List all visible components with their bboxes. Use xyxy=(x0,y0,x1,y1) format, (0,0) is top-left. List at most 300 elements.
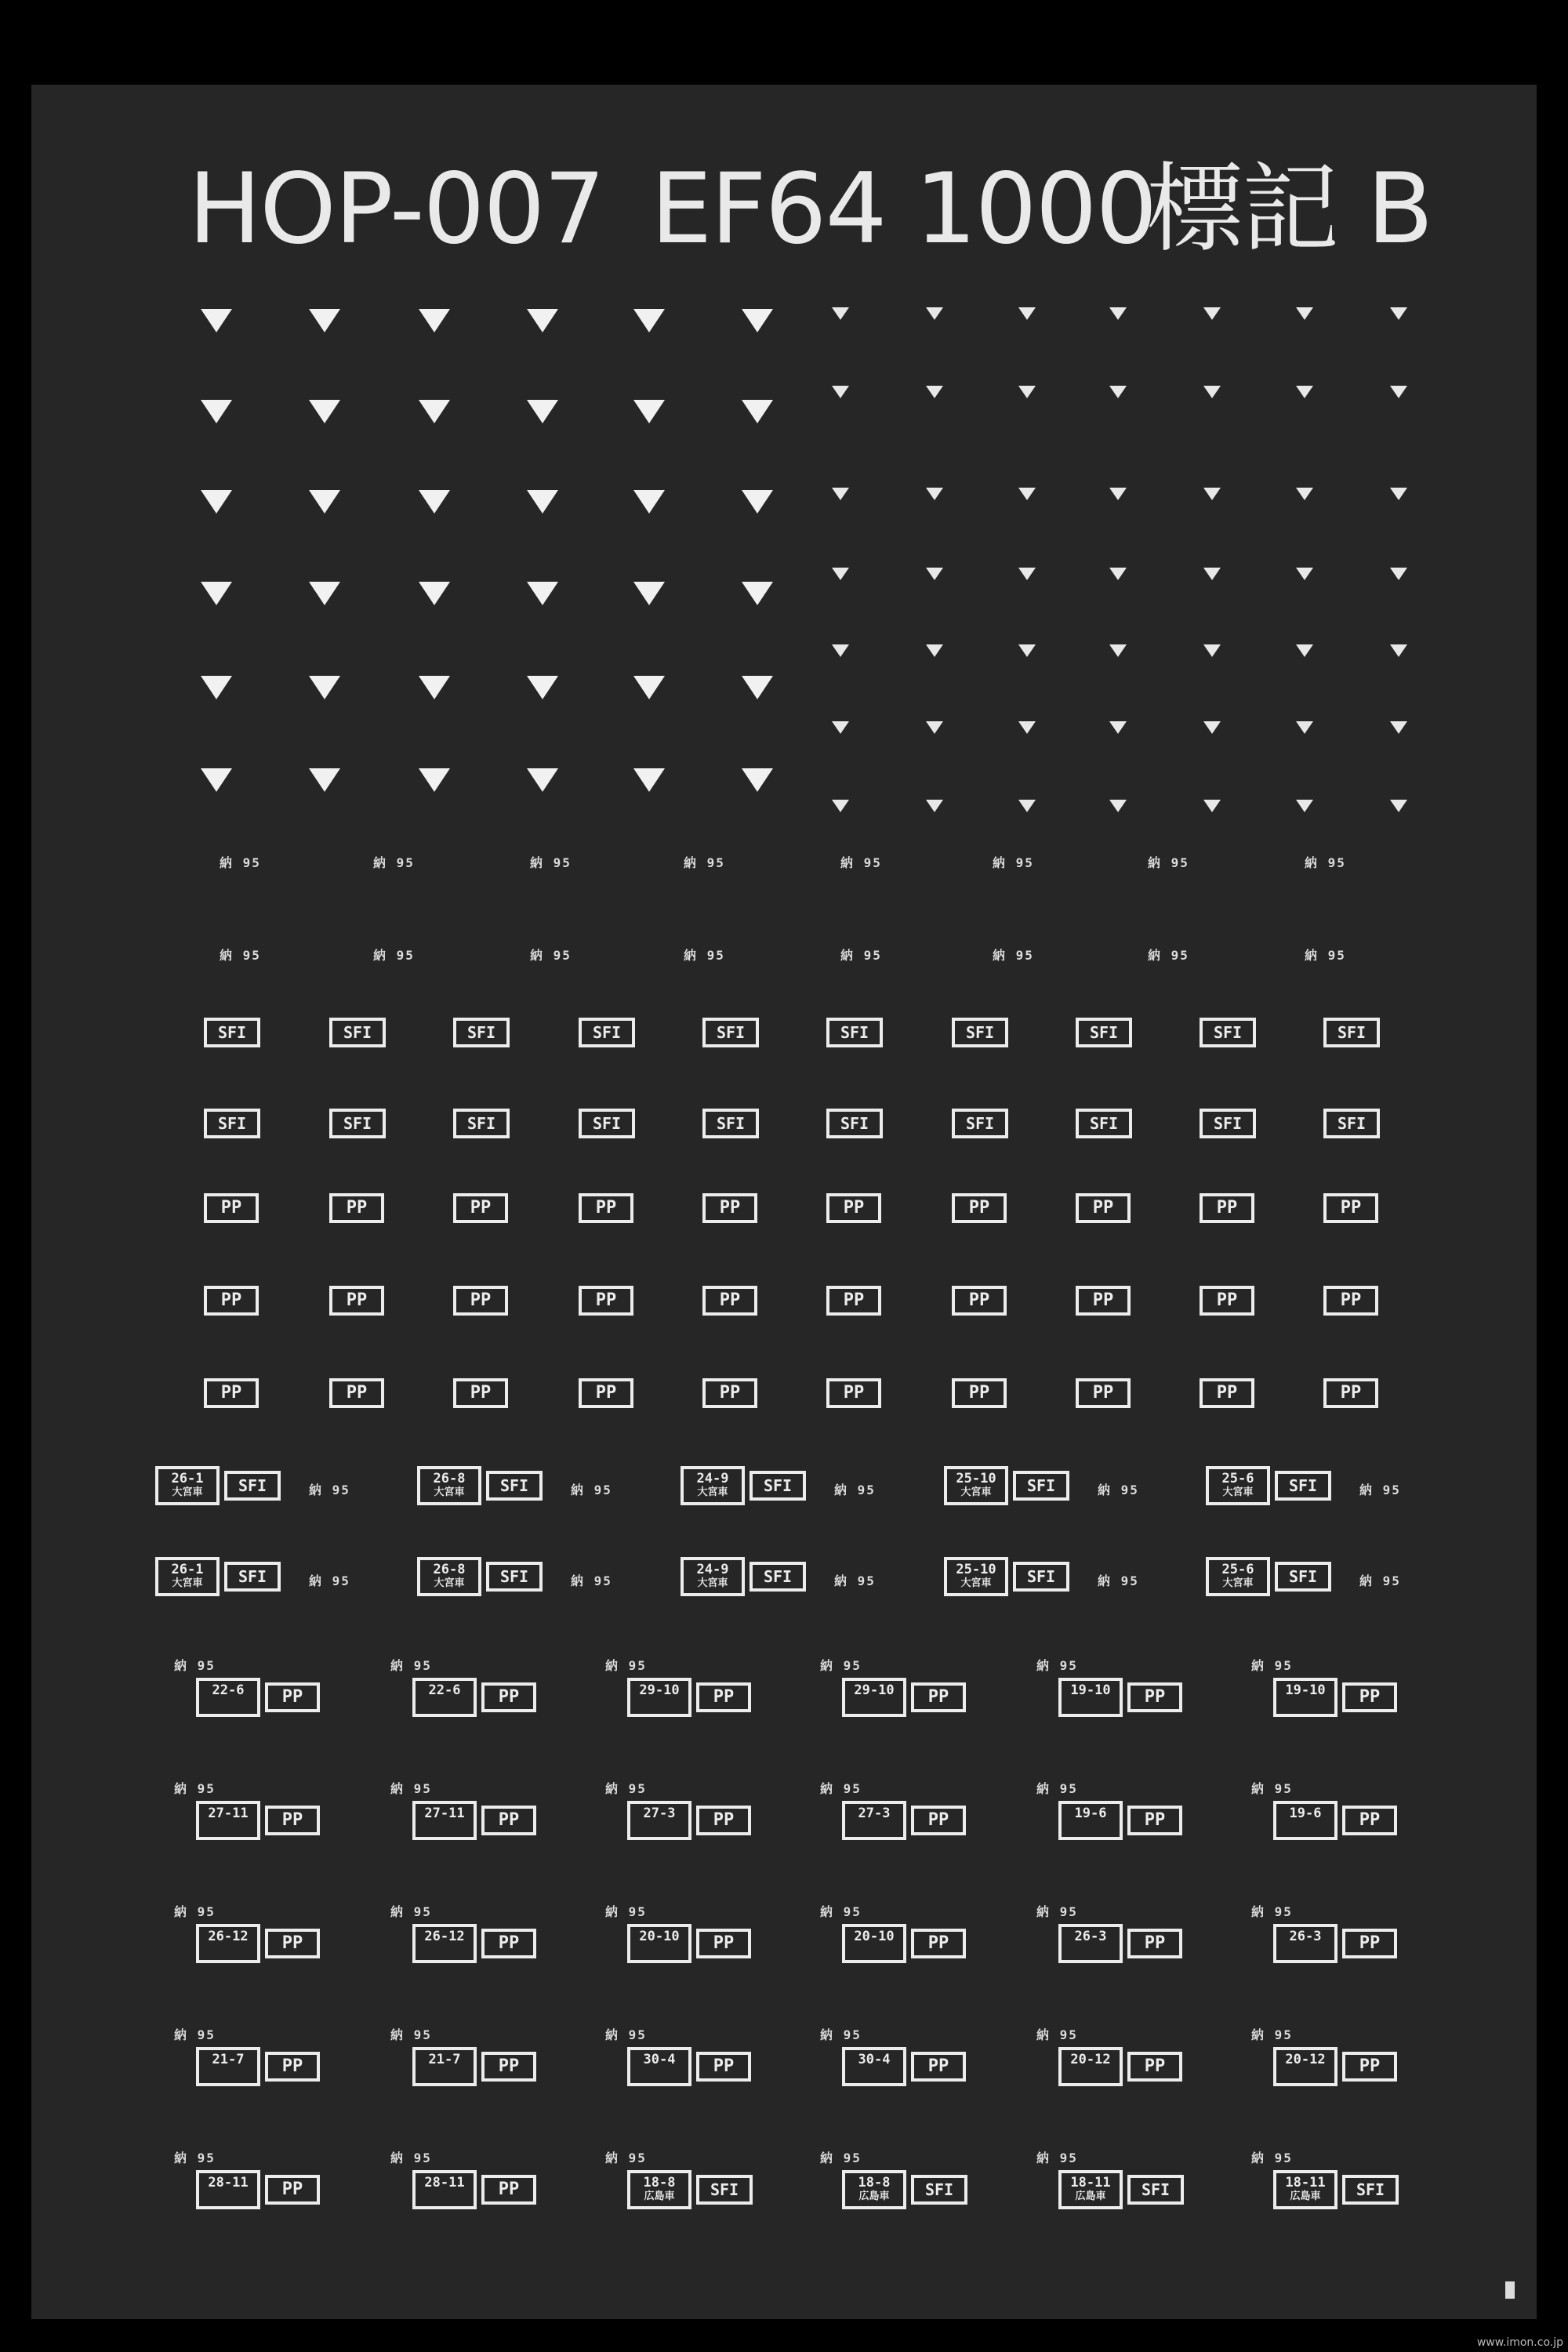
date-text: 19-10 xyxy=(1070,1682,1111,1698)
date-label xyxy=(1273,2047,1338,2086)
date-label xyxy=(412,2047,477,2086)
small-tag: 納 95 xyxy=(684,855,725,870)
small-tag: 納 95 xyxy=(174,2151,216,2165)
small-tag: 納 95 xyxy=(820,1658,862,1673)
large-triangle-mark xyxy=(527,768,558,792)
pp-label: PP xyxy=(696,1682,751,1712)
depot-text: 広島車 xyxy=(858,2190,890,2202)
depot-date-label xyxy=(1206,1557,1270,1596)
small-tag: 納 95 xyxy=(605,1781,647,1796)
depot-date-label xyxy=(155,1466,220,1505)
pp-label: PP xyxy=(826,1378,881,1408)
pp-label: PP xyxy=(265,2175,320,2205)
small-triangle-mark xyxy=(926,721,943,734)
depot-text: 広島車 xyxy=(1075,2190,1106,2202)
depot-date-label xyxy=(681,1557,745,1596)
date-text: 27-11 xyxy=(424,1806,465,1821)
pp-label: PP xyxy=(265,1806,320,1835)
small-tag: 納 95 xyxy=(1036,1658,1078,1673)
small-tag: 納 95 xyxy=(840,948,882,963)
large-triangle-mark xyxy=(742,768,773,792)
large-triangle-mark xyxy=(633,309,665,332)
date-text: 20-10 xyxy=(639,1929,680,1944)
sfi-label: SFI xyxy=(329,1018,386,1047)
large-triangle-mark xyxy=(527,676,558,699)
small-triangle-mark xyxy=(1390,644,1407,657)
sfi-label: SFI xyxy=(1323,1109,1380,1138)
depot-text: 大宮車 xyxy=(960,1486,992,1498)
sfi-label: SFI xyxy=(826,1109,883,1138)
date-label xyxy=(627,2047,691,2086)
depot-date-label xyxy=(944,1557,1008,1596)
small-triangle-mark xyxy=(832,721,849,734)
large-triangle-mark xyxy=(633,768,665,792)
depot-date-label xyxy=(155,1557,220,1596)
small-tag: 納 95 xyxy=(390,1904,432,1919)
date-text: 19-6 xyxy=(1074,1806,1107,1821)
sfi-label: SFI xyxy=(1076,1018,1132,1047)
pp-label: PP xyxy=(1076,1378,1131,1408)
sfi-label: SFI xyxy=(826,1018,883,1047)
pp-label: PP xyxy=(453,1286,508,1316)
large-triangle-mark xyxy=(742,490,773,514)
small-tag: 納 95 xyxy=(174,1781,216,1796)
date-label xyxy=(412,1924,477,1963)
date-label xyxy=(1058,2047,1123,2086)
small-triangle-mark xyxy=(1203,644,1221,657)
pp-label: PP xyxy=(911,1682,966,1712)
large-triangle-mark xyxy=(309,582,340,605)
small-tag: 納 95 xyxy=(1251,1658,1293,1673)
date-text: 27-3 xyxy=(643,1806,676,1821)
date-text: 20-12 xyxy=(1070,2052,1111,2067)
pp-label: PP xyxy=(481,1929,536,1958)
small-triangle-mark xyxy=(1203,568,1221,580)
date-text: 25-6 xyxy=(1221,1562,1254,1577)
pp-label: PP xyxy=(481,2052,536,2082)
date-label xyxy=(1058,1924,1123,1963)
date-text: 27-11 xyxy=(208,1806,249,1821)
pp-label: PP xyxy=(204,1286,259,1316)
small-triangle-mark xyxy=(1109,307,1127,320)
pp-label: PP xyxy=(1127,1929,1182,1958)
sfi-label: SFI xyxy=(486,1471,543,1501)
large-triangle-mark xyxy=(309,309,340,332)
small-triangle-mark xyxy=(1296,800,1313,812)
date-label xyxy=(1058,1801,1123,1840)
pp-label: PP xyxy=(696,1806,751,1835)
date-label xyxy=(842,2047,906,2086)
sfi-label: SFI xyxy=(453,1018,510,1047)
large-triangle-mark xyxy=(201,490,232,514)
small-tag: 納 95 xyxy=(174,1658,216,1673)
date-text: 21-7 xyxy=(212,2052,245,2067)
sfi-label: SFI xyxy=(224,1471,281,1501)
small-triangle-mark xyxy=(1296,644,1313,657)
sfi-label: SFI xyxy=(1200,1109,1256,1138)
small-triangle-mark xyxy=(1109,800,1127,812)
depot-date-label xyxy=(417,1557,481,1596)
small-triangle-mark xyxy=(832,307,849,320)
sfi-label: SFI xyxy=(204,1109,260,1138)
sfi-label: SFI xyxy=(1200,1018,1256,1047)
small-tag: 納 95 xyxy=(1036,2151,1078,2165)
small-tag: 納 95 xyxy=(1251,1904,1293,1919)
date-label xyxy=(196,2170,260,2209)
sfi-label: SFI xyxy=(204,1018,260,1047)
small-triangle-mark xyxy=(1018,721,1036,734)
pp-label: PP xyxy=(826,1193,881,1223)
small-triangle-mark xyxy=(832,644,849,657)
small-tag: 納 95 xyxy=(820,1781,862,1796)
small-tag: 納 95 xyxy=(1251,2151,1293,2165)
date-label xyxy=(842,1678,906,1717)
small-triangle-mark xyxy=(926,644,943,657)
depot-text: 大宮車 xyxy=(1222,1486,1254,1498)
date-label xyxy=(1273,2170,1338,2209)
date-label xyxy=(1273,1924,1338,1963)
date-text: 27-3 xyxy=(858,1806,891,1821)
small-triangle-mark xyxy=(1390,488,1407,500)
small-triangle-mark xyxy=(1203,307,1221,320)
small-tag: 納 95 xyxy=(1251,2027,1293,2042)
small-tag: 納 95 xyxy=(834,1483,876,1497)
small-tag: 納 95 xyxy=(820,2027,862,2042)
date-label xyxy=(196,2047,260,2086)
sfi-label: SFI xyxy=(1013,1562,1069,1592)
date-text: 30-4 xyxy=(643,2052,676,2067)
pp-label: PP xyxy=(702,1193,757,1223)
pp-label: PP xyxy=(1323,1378,1378,1408)
pp-label: PP xyxy=(1076,1286,1131,1316)
pp-label: PP xyxy=(204,1378,259,1408)
large-triangle-mark xyxy=(201,309,232,332)
small-tag: 納 95 xyxy=(373,948,415,963)
small-triangle-mark xyxy=(1390,800,1407,812)
pp-label: PP xyxy=(826,1286,881,1316)
small-tag: 納 95 xyxy=(1359,1573,1401,1588)
small-tag: 納 95 xyxy=(820,1904,862,1919)
small-tag: 納 95 xyxy=(605,2027,647,2042)
date-text: 28-11 xyxy=(208,2175,249,2190)
small-tag: 納 95 xyxy=(834,1573,876,1588)
date-text: 26-1 xyxy=(171,1471,204,1486)
title-label: 標記 B xyxy=(1146,153,1432,266)
small-tag: 納 95 xyxy=(390,2151,432,2165)
depot-date-label xyxy=(1206,1466,1270,1505)
date-label xyxy=(412,2170,477,2209)
date-label xyxy=(627,1678,691,1717)
small-triangle-mark xyxy=(926,488,943,500)
large-triangle-mark xyxy=(309,768,340,792)
large-triangle-mark xyxy=(309,400,340,423)
pp-label: PP xyxy=(1127,1806,1182,1835)
small-triangle-mark xyxy=(832,800,849,812)
pp-label: PP xyxy=(1342,1682,1397,1712)
pp-label: PP xyxy=(1342,1929,1397,1958)
pp-label: PP xyxy=(952,1193,1007,1223)
pp-label: PP xyxy=(1127,1682,1182,1712)
date-text: 25-10 xyxy=(956,1562,996,1577)
small-tag: 納 95 xyxy=(390,1658,432,1673)
large-triangle-mark xyxy=(742,309,773,332)
sfi-label: SFI xyxy=(952,1109,1008,1138)
large-triangle-mark xyxy=(742,676,773,699)
pp-label: PP xyxy=(911,1806,966,1835)
small-tag: 納 95 xyxy=(1251,1781,1293,1796)
pp-label: PP xyxy=(1200,1378,1254,1408)
small-triangle-mark xyxy=(1109,644,1127,657)
large-triangle-mark xyxy=(419,400,450,423)
small-triangle-mark xyxy=(1018,568,1036,580)
date-text: 22-6 xyxy=(212,1682,245,1698)
pp-label: PP xyxy=(329,1286,384,1316)
pp-label: PP xyxy=(1127,2052,1182,2082)
large-triangle-mark xyxy=(633,400,665,423)
large-triangle-mark xyxy=(419,309,450,332)
small-triangle-mark xyxy=(1203,386,1221,398)
sfi-label: SFI xyxy=(750,1471,806,1501)
depot-text: 大宮車 xyxy=(960,1577,992,1589)
large-triangle-mark xyxy=(527,582,558,605)
date-label xyxy=(1058,1678,1123,1717)
pp-label: PP xyxy=(911,1929,966,1958)
small-triangle-mark xyxy=(926,307,943,320)
large-triangle-mark xyxy=(419,676,450,699)
date-text: 18-11 xyxy=(1070,2175,1111,2190)
small-triangle-mark xyxy=(1296,307,1313,320)
pp-label: PP xyxy=(1200,1286,1254,1316)
small-triangle-mark xyxy=(926,386,943,398)
pp-label: PP xyxy=(952,1286,1007,1316)
pp-label: PP xyxy=(329,1193,384,1223)
depot-text: 大宮車 xyxy=(697,1486,728,1498)
large-triangle-mark xyxy=(527,400,558,423)
date-text: 21-7 xyxy=(428,2052,461,2067)
small-tag: 納 95 xyxy=(174,2027,216,2042)
depot-text: 大宮車 xyxy=(434,1577,465,1589)
large-triangle-mark xyxy=(419,768,450,792)
small-tag: 納 95 xyxy=(530,948,572,963)
small-tag: 納 95 xyxy=(684,948,725,963)
large-triangle-mark xyxy=(201,400,232,423)
small-triangle-mark xyxy=(1203,488,1221,500)
pp-label: PP xyxy=(1342,1806,1397,1835)
date-text: 24-9 xyxy=(696,1471,729,1486)
title-model: EF64 1000 xyxy=(651,153,1156,266)
date-label xyxy=(412,1678,477,1717)
small-tag: 納 95 xyxy=(220,855,261,870)
pp-label: PP xyxy=(696,1929,751,1958)
small-triangle-mark xyxy=(926,568,943,580)
small-tag: 納 95 xyxy=(1036,1904,1078,1919)
large-triangle-mark xyxy=(201,768,232,792)
small-tag: 納 95 xyxy=(530,855,572,870)
small-triangle-mark xyxy=(1390,307,1407,320)
date-text: 19-6 xyxy=(1289,1806,1322,1821)
small-triangle-mark xyxy=(832,488,849,500)
pp-label: PP xyxy=(1076,1193,1131,1223)
small-tag: 納 95 xyxy=(1305,855,1346,870)
title-code: HOP-007 xyxy=(188,153,604,266)
depot-date-label xyxy=(417,1466,481,1505)
sheet-notch xyxy=(1505,2281,1515,2299)
date-text: 26-8 xyxy=(433,1562,466,1577)
small-triangle-mark xyxy=(1109,488,1127,500)
small-tag: 納 95 xyxy=(605,1904,647,1919)
pp-label: PP xyxy=(481,1806,536,1835)
small-tag: 納 95 xyxy=(1148,948,1189,963)
small-tag: 納 95 xyxy=(220,948,261,963)
small-tag: 納 95 xyxy=(571,1573,612,1588)
small-triangle-mark xyxy=(1203,800,1221,812)
small-triangle-mark xyxy=(926,800,943,812)
depot-date-label xyxy=(681,1466,745,1505)
date-text: 26-12 xyxy=(208,1929,249,1944)
sfi-label: SFI xyxy=(579,1018,635,1047)
small-triangle-mark xyxy=(1018,800,1036,812)
date-text: 26-8 xyxy=(433,1471,466,1486)
small-triangle-mark xyxy=(1390,568,1407,580)
date-text: 29-10 xyxy=(639,1682,680,1698)
date-label xyxy=(842,2170,906,2209)
depot-date-label xyxy=(944,1466,1008,1505)
small-triangle-mark xyxy=(1203,721,1221,734)
date-text: 26-3 xyxy=(1289,1929,1322,1944)
sfi-label: SFI xyxy=(1275,1471,1331,1501)
pp-label: PP xyxy=(265,1929,320,1958)
depot-text: 大宮車 xyxy=(172,1577,203,1589)
depot-text: 大宮車 xyxy=(1222,1577,1254,1589)
large-triangle-mark xyxy=(309,676,340,699)
small-tag: 納 95 xyxy=(605,2151,647,2165)
large-triangle-mark xyxy=(633,582,665,605)
small-tag: 納 95 xyxy=(1098,1483,1139,1497)
date-text: 18-11 xyxy=(1285,2175,1326,2190)
pp-label: PP xyxy=(265,2052,320,2082)
large-triangle-mark xyxy=(633,490,665,514)
small-tag: 納 95 xyxy=(820,2151,862,2165)
date-text: 26-12 xyxy=(424,1929,465,1944)
date-label xyxy=(627,1924,691,1963)
pp-label: PP xyxy=(481,1682,536,1712)
small-triangle-mark xyxy=(1390,386,1407,398)
small-tag: 納 95 xyxy=(605,1658,647,1673)
large-triangle-mark xyxy=(309,490,340,514)
small-tag: 納 95 xyxy=(1098,1573,1139,1588)
date-text: 29-10 xyxy=(854,1682,895,1698)
small-triangle-mark xyxy=(1018,644,1036,657)
depot-text: 大宮車 xyxy=(172,1486,203,1498)
sfi-label: SFI xyxy=(329,1109,386,1138)
pp-label: PP xyxy=(204,1193,259,1223)
small-tag: 納 95 xyxy=(571,1483,612,1497)
small-tag: 納 95 xyxy=(1305,948,1346,963)
small-tag: 納 95 xyxy=(993,855,1034,870)
date-text: 20-10 xyxy=(854,1929,895,1944)
small-tag: 納 95 xyxy=(1036,2027,1078,2042)
sfi-label: SFI xyxy=(1013,1471,1069,1501)
date-text: 25-10 xyxy=(956,1471,996,1486)
sfi-label: SFI xyxy=(224,1562,281,1592)
sfi-label: SFI xyxy=(696,2175,753,2205)
date-text: 18-8 xyxy=(643,2175,676,2190)
pp-label: PP xyxy=(579,1193,633,1223)
date-label xyxy=(196,1801,260,1840)
pp-label: PP xyxy=(265,1682,320,1712)
date-text: 20-12 xyxy=(1285,2052,1326,2067)
date-label xyxy=(196,1678,260,1717)
pp-label: PP xyxy=(702,1286,757,1316)
sfi-label: SFI xyxy=(952,1018,1008,1047)
date-text: 25-6 xyxy=(1221,1471,1254,1486)
small-tag: 納 95 xyxy=(1036,1781,1078,1796)
small-triangle-mark xyxy=(1390,721,1407,734)
date-label xyxy=(627,2170,691,2209)
pp-label: PP xyxy=(702,1378,757,1408)
small-tag: 納 95 xyxy=(390,1781,432,1796)
small-tag: 納 95 xyxy=(309,1573,350,1588)
pp-label: PP xyxy=(579,1378,633,1408)
date-text: 19-10 xyxy=(1285,1682,1326,1698)
sfi-label: SFI xyxy=(486,1562,543,1592)
date-label xyxy=(412,1801,477,1840)
large-triangle-mark xyxy=(527,490,558,514)
sfi-label: SFI xyxy=(453,1109,510,1138)
depot-text: 広島車 xyxy=(1290,2190,1321,2202)
large-triangle-mark xyxy=(633,676,665,699)
date-label xyxy=(842,1801,906,1840)
pp-label: PP xyxy=(1342,2052,1397,2082)
sfi-label: SFI xyxy=(911,2175,967,2205)
small-triangle-mark xyxy=(1109,721,1127,734)
date-text: 28-11 xyxy=(424,2175,465,2190)
small-triangle-mark xyxy=(1018,488,1036,500)
large-triangle-mark xyxy=(419,490,450,514)
pp-label: PP xyxy=(1323,1193,1378,1223)
date-text: 22-6 xyxy=(428,1682,461,1698)
large-triangle-mark xyxy=(742,582,773,605)
pp-label: PP xyxy=(453,1193,508,1223)
date-label xyxy=(196,1924,260,1963)
small-triangle-mark xyxy=(832,568,849,580)
date-text: 26-3 xyxy=(1074,1929,1107,1944)
pp-label: PP xyxy=(911,2052,966,2082)
date-text: 18-8 xyxy=(858,2175,891,2190)
sfi-label: SFI xyxy=(1275,1562,1331,1592)
pp-label: PP xyxy=(1323,1286,1378,1316)
sfi-label: SFI xyxy=(579,1109,635,1138)
small-triangle-mark xyxy=(1296,568,1313,580)
small-triangle-mark xyxy=(1296,386,1313,398)
sfi-label: SFI xyxy=(702,1018,759,1047)
small-triangle-mark xyxy=(832,386,849,398)
date-text: 30-4 xyxy=(858,2052,891,2067)
pp-label: PP xyxy=(952,1378,1007,1408)
date-label xyxy=(1058,2170,1123,2209)
pp-label: PP xyxy=(579,1286,633,1316)
small-tag: 納 95 xyxy=(993,948,1034,963)
date-text: 26-1 xyxy=(171,1562,204,1577)
sfi-label: SFI xyxy=(750,1562,806,1592)
pp-label: PP xyxy=(329,1378,384,1408)
small-triangle-mark xyxy=(1109,386,1127,398)
pp-label: PP xyxy=(453,1378,508,1408)
small-triangle-mark xyxy=(1018,307,1036,320)
date-label xyxy=(1273,1678,1338,1717)
small-tag: 納 95 xyxy=(390,2027,432,2042)
date-label xyxy=(1273,1801,1338,1840)
